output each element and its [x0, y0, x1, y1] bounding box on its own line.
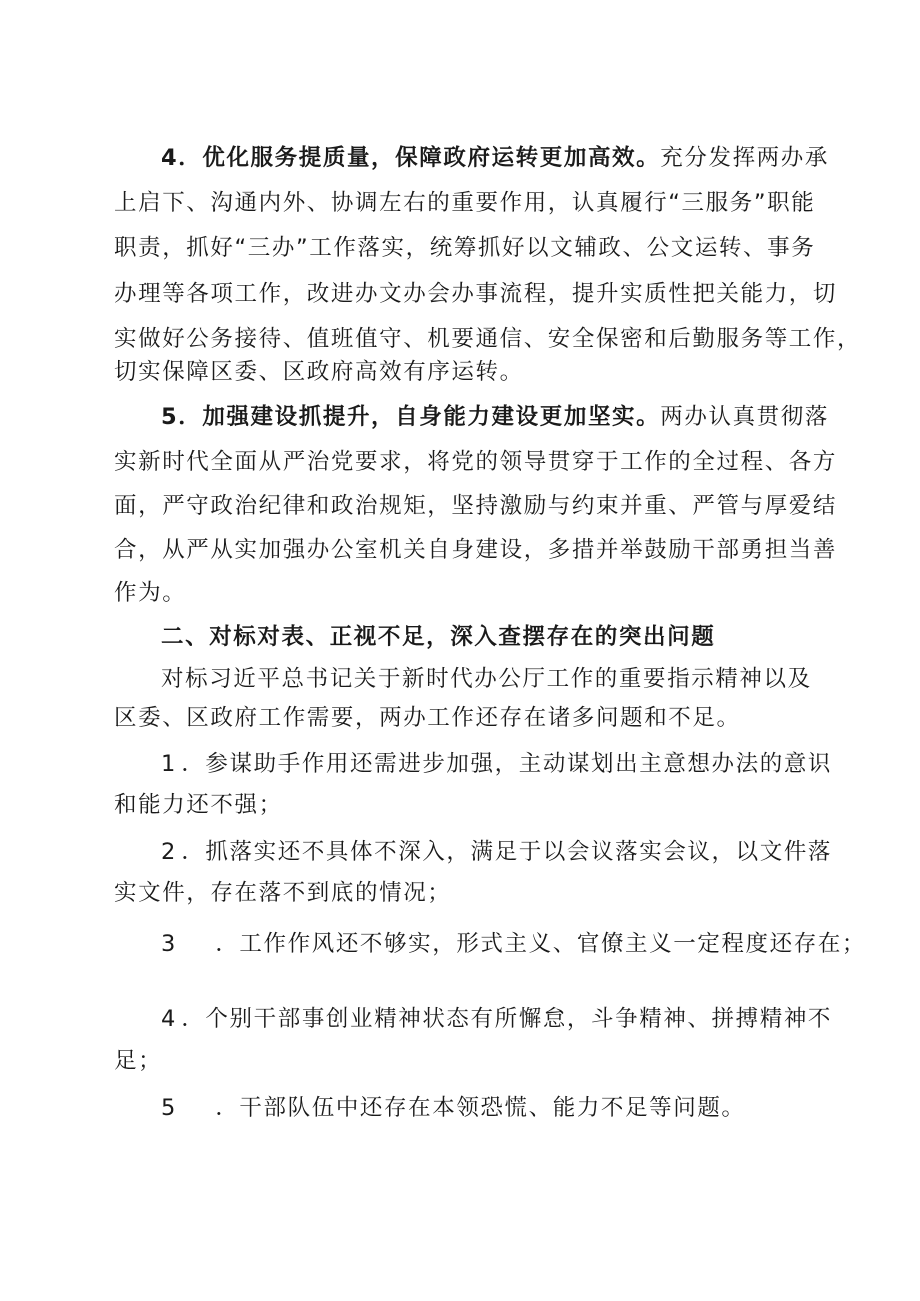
paragraph-4-line-4: 办理等各项工作，改进办文办会办事流程，提升实质性把关能力，切 [114, 281, 838, 307]
item-4-line-1 [161, 1005, 861, 1033]
item-2-line-2: 实文件，存在落不到底的情况； [114, 880, 452, 906]
item-5-number: 5 [161, 1095, 176, 1121]
paragraph-4-line-3: 职责，抓好“三办”工作落实，统筹抓好以文辅政、公文运转、事务 [114, 235, 816, 261]
paragraph-5-line-2: 实新时代全面从严治党要求，将党的领导贯穿于工作的全过程、各方 [114, 449, 838, 475]
paragraph-4-heading: 4．优化服务提质量，保障政府运转更加高效。 [161, 145, 661, 171]
item-1-line-2: 和能力还不强； [114, 792, 283, 818]
paragraph-4-line-5: 实做好公务接待、值班值守、机要通信、安全保密和后勤服务等工作， [114, 326, 862, 352]
item-4-number: 4 [161, 1006, 176, 1032]
item-4-line-2: 足； [114, 1048, 163, 1074]
paragraph-4-line-6: 切实保障区委、区政府高效有序运转。 [114, 359, 524, 385]
intro-line-1: 对标习近平总书记关于新时代办公厅工作的重要指示精神以及 [161, 666, 812, 692]
item-4-text: ．个别干部事创业精神状态有所懈怠，斗争精神、拼搏精神不 [181, 1006, 833, 1032]
item-3-number: 3 [161, 931, 176, 957]
paragraph-5-line-1 [161, 403, 861, 431]
paragraph-5-line-4: 合，从严从实加强办公室机关自身建设，多措并举鼓励干部勇担当善 [114, 537, 838, 563]
paragraph-5-heading: 5．加强建设抓提升，自身能力建设更加坚实。 [161, 404, 661, 430]
paragraph-4-text: 充分发挥两办承 [660, 145, 829, 171]
paragraph-5-text: 两办认真贯彻落 [660, 404, 829, 430]
paragraph-5-line-5: 作为。 [114, 580, 187, 606]
item-2-number: 2 [161, 839, 176, 865]
item-2-line-1 [161, 838, 861, 866]
item-3-text: ．工作作风还不够实，形式主义、官僚主义一定程度还存在； [215, 931, 867, 957]
item-1-line-1 [161, 750, 861, 778]
item-3-line-1 [161, 930, 867, 958]
section-2-title: 二、对标对表、正视不足，深入查摆存在的突出问题 [161, 624, 716, 650]
intro-line-2: 区委、区政府工作需要，两办工作还存在诸多问题和不足。 [114, 705, 741, 731]
item-1-text: ．参谋助手作用还需进步加强，主动谋划出主意想办法的意识 [181, 751, 833, 777]
item-5-text: ．干部队伍中还存在本领恐慌、能力不足等问题。 [215, 1095, 746, 1121]
item-5-line-1 [161, 1094, 861, 1122]
item-1-number: 1 [161, 751, 176, 777]
paragraph-4-line-1 [161, 144, 861, 172]
item-2-text: ．抓落实还不具体不深入，满足于以会议落实会议，以文件落 [181, 839, 833, 865]
paragraph-5-line-3: 面，严守政治纪律和政治规矩，坚持激励与约束并重、严管与厚爱结 [114, 493, 838, 519]
paragraph-4-line-2: 上启下、沟通内外、协调左右的重要作用，认真履行“三服务”职能 [114, 190, 816, 216]
